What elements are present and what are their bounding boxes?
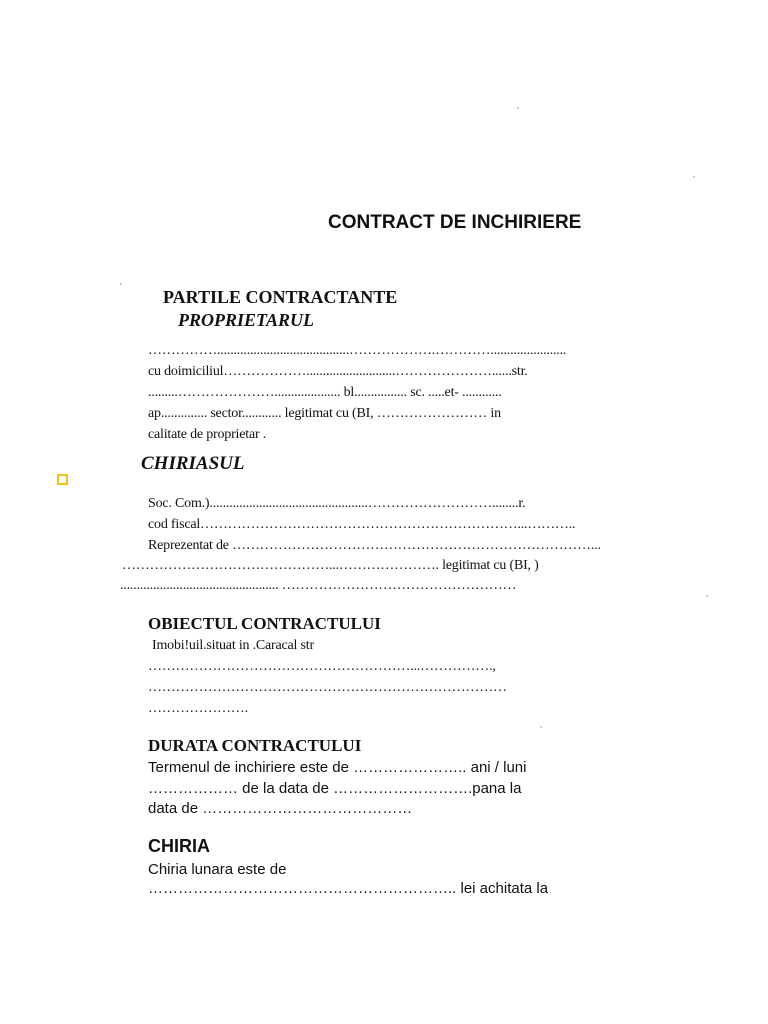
section-heading-durata: DURATA CONTRACTULUI xyxy=(148,736,362,755)
subheading-proprietar: PROPRIETARUL xyxy=(178,310,315,330)
chiriasul-line-dots: ................................................ …………………………………………… xyxy=(120,578,517,593)
yellow-marker-square xyxy=(57,474,68,485)
scan-speck xyxy=(540,726,542,728)
chiriasul-line-cod-fiscal: cod fiscal……………………………………………………………...……….. xyxy=(148,517,576,532)
durata-line-data: data de …………………………………… xyxy=(148,800,413,817)
proprietar-line-domiciliu: cu doimiciliul………………...........................…………………......str. xyxy=(148,364,528,379)
obiect-line-3: …………………. xyxy=(148,701,248,716)
chiria-line-lunara: Chiria lunara este de xyxy=(148,861,287,878)
scan-speck xyxy=(120,283,122,285)
chiria-line-achitata: …………………………………………………….. lei achitata la xyxy=(148,880,549,897)
obiect-line-1: …………………………………………………...……………., xyxy=(148,659,496,674)
scan-speck xyxy=(517,107,519,109)
proprietar-line-address: .........………………….................... bl................ sc. .....et- ............ xyxy=(148,385,502,400)
proprietar-line-legitimat: ap.............. sector............ legitimat cu (BI, …………………… in xyxy=(148,406,501,421)
chiriasul-line-reprezentat: Reprezentat de ……………………………………………………………………... xyxy=(148,538,601,553)
section-heading-obiect: OBIECTUL CONTRACTULUI xyxy=(148,614,381,633)
section-heading-partile: PARTILE CONTRACTANTE xyxy=(163,287,398,307)
scan-speck xyxy=(706,595,708,597)
durata-line-de-la: ……………… de la data de ……………………….pana la xyxy=(148,780,522,797)
obiect-line-2: …………………………………………………………………… xyxy=(148,680,507,695)
subheading-chiriasul: CHIRIASUL xyxy=(141,453,245,474)
chiriasul-line-soc-com: Soc. Com.)................................................………………………........r. xyxy=(148,496,526,511)
scan-speck xyxy=(693,176,695,178)
chiriasul-line-legitimat: ………………………………………...…………………. legitimat cu (BI, ) xyxy=(122,558,539,573)
section-heading-chiria: CHIRIA xyxy=(148,836,210,856)
document-title: CONTRACT DE INCHIRIERE xyxy=(328,212,582,233)
durata-line-termen: Termenul de inchiriere este de ………………….. ani / luni xyxy=(148,759,527,776)
obiect-line-imobil: Imobi!uil.situat in .Caracal str xyxy=(152,638,314,653)
proprietar-line-name: ……………........................................……………….…………....................... xyxy=(148,343,567,358)
proprietar-line-calitate: calitate de proprietar . xyxy=(148,427,267,442)
